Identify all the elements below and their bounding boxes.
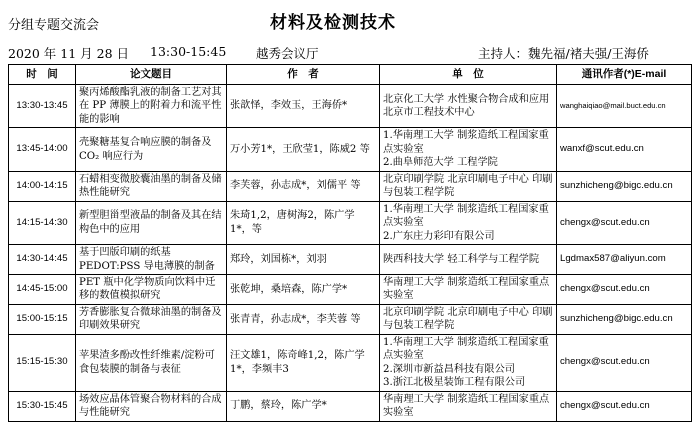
unit-line: 1.华南理工大学 制浆造纸工程国家重点实验室 <box>383 336 549 362</box>
table-header-row <box>9 65 692 85</box>
unit-line: 华南理工大学 制浆造纸工程国家重点实验室 <box>383 276 550 302</box>
header-unit: 单 位 <box>380 65 557 85</box>
session-venue: 越秀会议厅 <box>256 46 319 61</box>
row-time: 15:15-15:30 <box>9 334 76 391</box>
row-email: wanxf@scut.edu.cn <box>557 128 692 171</box>
row-email: chengx@scut.edu.cn <box>557 391 692 421</box>
row-time: 13:45-14:00 <box>9 128 76 171</box>
row-email: chengx@scut.edu.cn <box>557 274 692 304</box>
row-email: sunzhicheng@bigc.edu.cn <box>557 171 692 201</box>
row-unit <box>380 391 557 421</box>
row-unit <box>380 245 557 275</box>
row-email: wanghaiqiao@mail.buct.edu.cn <box>557 85 692 128</box>
row-time: 14:30-14:45 <box>9 245 76 275</box>
row-time: 15:30-15:45 <box>9 391 76 421</box>
table-row <box>9 85 692 128</box>
row-unit <box>380 128 557 171</box>
row-authors: 丁鹏，蔡玲，陈广学* <box>227 391 380 421</box>
table-row <box>9 334 692 391</box>
row-authors: 万小芳1*，王欣莹1，陈威2 等 <box>227 128 380 171</box>
unit-line: 1.华南理工大学 制浆造纸工程国家重点实验室 <box>383 130 549 155</box>
table-row <box>9 245 692 275</box>
row-title: 芳香膨胀复合微球油墨的制备及印刷效果研究 <box>76 304 227 334</box>
table-row <box>9 304 692 334</box>
row-unit <box>380 201 557 244</box>
unit-line: 2.曲阜师范大学 工程学院 <box>383 157 498 169</box>
session-host: 主持人：魏先福/褚夫强/王海侨 <box>478 46 649 61</box>
unit-line: 北京化工大学 水性聚合物合成和应用北京市工程技术中心 <box>383 93 550 119</box>
row-time: 14:00-14:15 <box>9 171 76 201</box>
unit-line: 2.广东庄力彩印有限公司 <box>383 230 495 242</box>
header-time: 时 间 <box>9 65 76 85</box>
schedule-rows <box>9 85 692 422</box>
row-unit <box>380 171 557 201</box>
row-title: PET 瓶中化学物质向饮料中迁移的数值模拟研究 <box>76 274 227 304</box>
table-row <box>9 391 692 421</box>
row-title: 苹果渣多酚改性纤维素/淀粉可食包装膜的制备与表征 <box>76 334 227 391</box>
table-row <box>9 171 692 201</box>
row-time: 14:45-15:00 <box>9 274 76 304</box>
table-row <box>9 201 692 244</box>
row-title: 壳聚糖基复合响应膜的制备及 CO₂ 响应行为 <box>76 128 227 171</box>
header-title: 论文题目 <box>76 65 227 85</box>
header-authors: 作 者 <box>227 65 380 85</box>
page-header <box>0 0 699 70</box>
row-title: 石蜡相变微胶囊油墨的制备及储热性能研究 <box>76 171 227 201</box>
session-time: 13:30-15:45 <box>150 44 227 59</box>
row-unit <box>380 85 557 128</box>
row-authors: 张乾坤，桑培森，陈广学* <box>227 274 380 304</box>
session-date: 2020 年 11 月 28 日 <box>8 46 129 61</box>
table-row <box>9 128 692 171</box>
row-email: Lgdmax587@aliyun.com <box>557 245 692 275</box>
row-email: chengx@scut.edu.cn <box>557 334 692 391</box>
unit-line: 北京印刷学院 北京印刷电子中心 印刷与包装工程学院 <box>383 306 553 332</box>
row-time: 13:30-13:45 <box>9 85 76 128</box>
row-title: 场效应晶体管聚合物材料的合成与性能研究 <box>76 391 227 421</box>
row-unit <box>380 274 557 304</box>
row-authors: 朱琦1,2，唐树海2，陈广学1*，等 <box>227 201 380 244</box>
row-authors: 张歆怿，李效玉，王海侨* <box>227 85 380 128</box>
unit-line: 1.华南理工大学 制浆造纸工程国家重点实验室 <box>383 203 549 229</box>
row-time: 15:00-15:15 <box>9 304 76 334</box>
group-label: 分组专题交流会 <box>8 18 100 33</box>
unit-line: 华南理工大学 制浆造纸工程国家重点实验室 <box>383 393 550 419</box>
row-time: 14:15-14:30 <box>9 201 76 244</box>
row-authors: 郑玲，刘国栋*，刘羽 <box>227 245 380 275</box>
schedule-table <box>8 64 692 422</box>
row-title: 新型胆甾型液晶的制备及其在结构色中的应用 <box>76 201 227 244</box>
unit-line: 2.深圳市新益昌科技有限公司 <box>383 363 515 375</box>
row-email: sunzhicheng@bigc.edu.cn <box>557 304 692 334</box>
row-authors: 李芙蓉，孙志成*，刘儒平 等 <box>227 171 380 201</box>
unit-line: 北京印刷学院 北京印刷电子中心 印刷与包装工程学院 <box>383 173 553 199</box>
row-email: chengx@scut.edu.cn <box>557 201 692 244</box>
row-unit <box>380 304 557 334</box>
unit-line: 陕西科技大学 轻工科学与工程学院 <box>383 253 540 265</box>
row-authors: 汪文雄1，陈奇峰1,2，陈广学1*，李频丰3 <box>227 334 380 391</box>
header-email: 通讯作者(*)E-mail <box>557 65 692 85</box>
row-title: 聚丙烯酸酯乳液的制备工艺对其在 PP 薄膜上的附着力和流平性能的影响 <box>76 85 227 128</box>
row-authors: 张青青，孙志成*，李芙蓉 等 <box>227 304 380 334</box>
row-title: 基于凹版印刷的纸基 PEDOT:PSS 导电薄膜的制备 <box>76 245 227 275</box>
unit-line: 3.浙江北极星装饰工程有限公司 <box>383 377 526 389</box>
row-unit <box>380 334 557 391</box>
page-title: 材料及检测技术 <box>270 13 396 33</box>
table-row <box>9 274 692 304</box>
